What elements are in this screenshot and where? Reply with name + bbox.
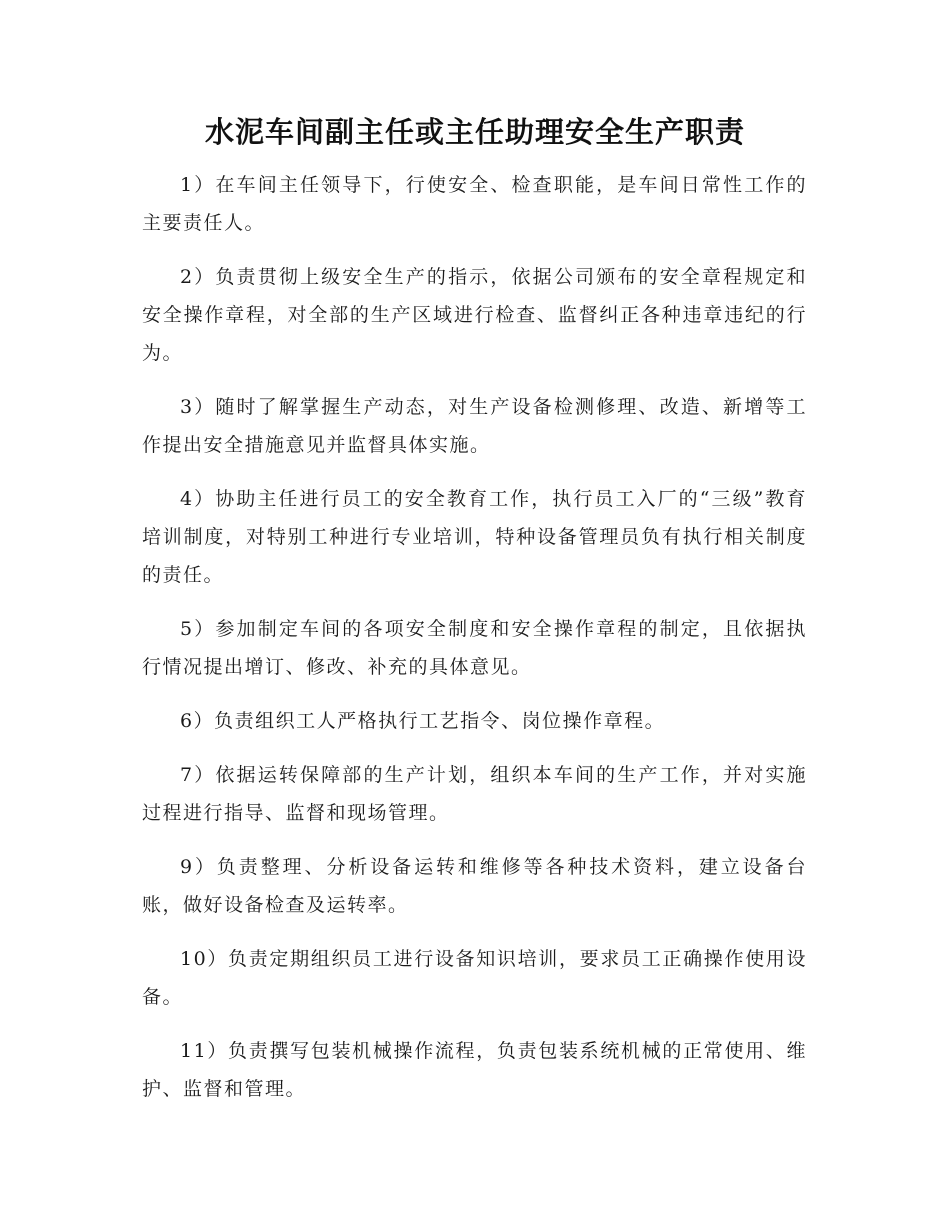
duty-paragraph-7: 7）依据运转保障部的生产计划，组织本车间的生产工作，并对实施过程进行指导、监督和现场管理。 (142, 764, 807, 824)
duty-paragraph-11: 11）负责撰写包装机械操作流程，负责包装系统机械的正常使用、维护、监督和管理。 (142, 1040, 807, 1100)
document-body (142, 166, 807, 1124)
duty-paragraph-5: 5）参加制定车间的各项安全制度和安全操作章程的制定，且依据执行情况提出增订、修改、补充的具体意见。 (142, 618, 807, 678)
document-title: 水泥车间副主任或主任助理安全生产职责 (204, 115, 745, 149)
duty-paragraph-9: 9）负责整理、分析设备运转和维修等各种技术资料，建立设备台账，做好设备检查及运转率。 (142, 856, 807, 916)
duty-paragraph-10: 10）负责定期组织员工进行设备知识培训，要求员工正确操作使用设备。 (142, 948, 807, 1008)
duty-paragraph-3: 3）随时了解掌握生产动态，对生产设备检测修理、改造、新增等工作提出安全措施意见并监督具体实施。 (142, 396, 807, 456)
duty-paragraph-1: 1）在车间主任领导下，行使安全、检查职能，是车间日常性工作的主要责任人。 (142, 174, 807, 234)
duty-paragraph-4: 4）协助主任进行员工的安全教育工作，执行员工入厂的“三级”教育培训制度，对特别工种进行专业培训，特种设备管理员负有执行相关制度的责任。 (142, 488, 807, 586)
duty-paragraph-2: 2）负责贯彻上级安全生产的指示，依据公司颁布的安全章程规定和安全操作章程，对全部的生产区域进行检查、监督纠正各种违章违纪的行为。 (142, 266, 807, 364)
duty-paragraph-6: 6）负责组织工人严格执行工艺指令、岗位操作章程。 (180, 710, 666, 732)
